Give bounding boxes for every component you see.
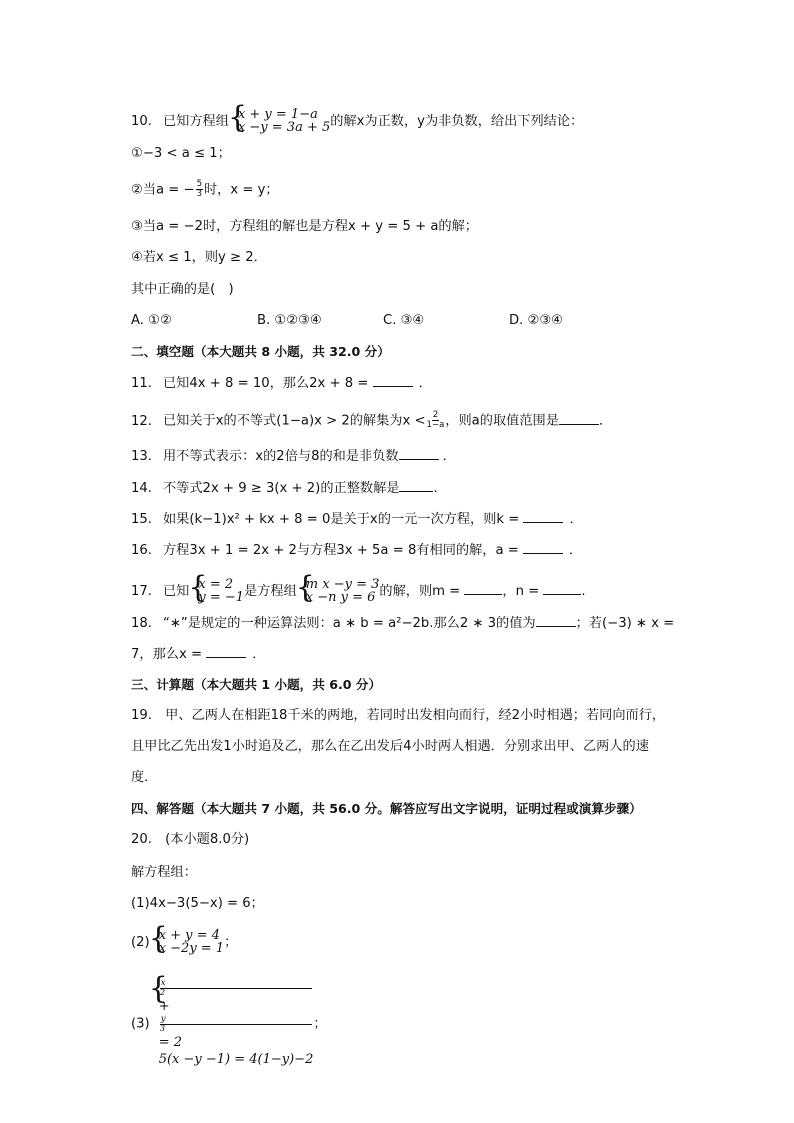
q17-system-1 — [189, 578, 244, 604]
q10-eq2: x −y = 3a + 5 — [237, 120, 331, 135]
q10-option-c: C. ③④ — [383, 313, 425, 328]
q20-p3a — [159, 979, 314, 1051]
q10-stem — [131, 108, 583, 134]
q20-p2-end: ； — [224, 935, 238, 950]
q20-p3b: 5(x −y −1) = 4(1−y)−2 — [158, 1052, 314, 1067]
q11-text: 已知4x + 8 = 10，那么2x + 8 = — [163, 376, 373, 391]
q12-frac-num: 2 — [432, 410, 439, 420]
q17-s1a: { x = 2 — [198, 577, 234, 592]
q20-p3a-plus: + — [158, 999, 170, 1014]
q18-line-2 — [131, 645, 265, 664]
q20-p3a-frac-y — [160, 1015, 313, 1034]
q10-lead: 已知方程组 — [163, 114, 229, 129]
q10-c2-post: 时，x = y； — [204, 182, 279, 198]
q18 — [131, 614, 674, 633]
q10-c2-num: 5 — [196, 179, 202, 189]
q15-blank — [523, 510, 563, 523]
q17-mid: 是方程组 — [244, 584, 297, 599]
q12-post: ，则a的取值范围是 — [445, 413, 559, 429]
q17 — [131, 578, 586, 604]
q19-line-3: 度． — [131, 770, 158, 785]
q20-p3a-n1: { x — [160, 979, 313, 989]
q18-blank-1 — [536, 614, 576, 627]
q10-system — [229, 108, 330, 134]
q12-blank — [559, 412, 599, 425]
q20-p3a-eq: = 2 — [158, 1035, 182, 1050]
q18-blank-2 — [206, 645, 246, 658]
q17-system-2 — [297, 578, 380, 604]
q18-number: 18. — [131, 616, 152, 631]
q14-text: 不等式2x + 9 ≥ 3(x + 2)的正整数解是 — [163, 481, 400, 496]
q20-p3-end: ； — [313, 1016, 327, 1032]
q10-option-b: B. ①②③④ — [257, 313, 322, 328]
q13-end: ． — [442, 449, 456, 464]
q20-p2a: { x + y = 4 — [158, 928, 220, 943]
q11-blank — [373, 374, 413, 387]
q10-ask: 其中正确的是( ) — [131, 282, 234, 297]
q16-end: ． — [568, 543, 583, 558]
q10-c2-pre: ②当a = − — [131, 182, 195, 198]
q10-number: 10. — [131, 114, 152, 129]
q10-option-a: A. ①② — [131, 313, 172, 328]
q20-p3a-d2: 3 — [159, 1024, 166, 1034]
q10-conclusion-1: ①−3 < a ≤ 1； — [131, 146, 231, 161]
q12-frac-den: 1−a — [426, 420, 445, 430]
q20-p2-system — [150, 929, 224, 955]
q12-number: 12. — [131, 413, 152, 429]
q10-eq1: { x + y = 1−a — [237, 107, 318, 122]
q18-text: “∗”是规定的一种运算法则：a ∗ b = a²−2b.那么2 ∗ 3的值为 — [163, 616, 536, 631]
section-3-heading: 三、计算题（本大题共 1 小题，共 6.0 分） — [131, 677, 382, 692]
q18-end: ． — [252, 647, 266, 662]
q10-c2-fraction — [196, 180, 203, 199]
q20-p2-label: (2) — [131, 935, 150, 950]
q11-end: ． — [418, 376, 432, 391]
q17-post: 的解，则m = — [379, 584, 465, 599]
q17-s1b: y = −1 — [198, 590, 245, 605]
q19-line-2: 且甲比乙先出发1小时追及乙，那么在乙出发后4小时两人相遇．分别求出甲、乙两人的速 — [131, 739, 649, 754]
q20-part-3 — [131, 979, 327, 1068]
q17-s2b: x −n y = 6 — [305, 590, 376, 605]
q15-text: 如果(k−1)x² + kx + 8 = 0是关于x的一元一次方程，则k = — [163, 512, 524, 527]
q15-number: 15. — [131, 512, 152, 527]
q17-sep: ，n = — [502, 584, 544, 599]
q17-end: . — [581, 584, 586, 599]
q12-pre: 已知关于x的不等式(1−a)x > 2的解集为x < — [163, 413, 426, 429]
q17-number: 17. — [131, 584, 152, 599]
q10-options — [131, 312, 563, 330]
q16-number: 16. — [131, 543, 152, 558]
q20-p3a-frac-x — [160, 979, 313, 998]
q11-number: 11. — [131, 376, 152, 391]
q16-text: 方程3x + 1 = 2x + 2与方程3x + 5a = 8有相同的解，a = — [163, 543, 523, 558]
q18-mid: ；若(−3) ∗ x = — [575, 616, 675, 631]
q14-blank — [399, 479, 433, 492]
q12-fraction — [427, 411, 445, 430]
q20-p3-label: (3) — [131, 1016, 150, 1032]
q15-end: ． — [569, 512, 583, 527]
section-2-heading: 二、填空题（本大题共 8 小题，共 32.0 分） — [131, 344, 390, 359]
q20-p3a-n2: y — [160, 1015, 313, 1025]
q19-line-1: 19. 甲、乙两人在相距18千米的两地，若同时出发相向而行，经2小时相遇；若同向而行， — [131, 708, 666, 723]
q17-blank-m — [464, 582, 502, 595]
q13-text: 用不等式表示：x的2倍与8的和是非负数 — [163, 449, 399, 464]
q20-p3-system — [150, 979, 314, 1068]
q10-c2-den: 3 — [196, 189, 202, 199]
q13-number: 13. — [131, 449, 152, 464]
q16 — [131, 541, 582, 560]
q10-option-d: D. ②③④ — [509, 313, 564, 328]
q20-part-1: (1)4x−3(5−x) = 6； — [131, 896, 264, 911]
q20-p3a-d1: 2 — [159, 988, 166, 998]
q11 — [131, 374, 432, 393]
q17-s2a: { m x −y = 3 — [305, 577, 380, 592]
q20-part-2 — [131, 929, 237, 955]
q18-line2: 7，那么x = — [131, 647, 207, 662]
q10-conclusion-4: ④若x ≤ 1，则y ≥ 2． — [131, 250, 267, 265]
q20-ask: 解方程组： — [131, 865, 197, 880]
q17-pre: 已知 — [163, 584, 190, 599]
q13 — [131, 447, 456, 466]
q12 — [131, 411, 612, 431]
q12-end: ． — [598, 413, 613, 429]
q14 — [131, 479, 438, 498]
q14-number: 14. — [131, 481, 152, 496]
q20-head: 20. (本小题8.0分) — [131, 832, 250, 847]
q10-conclusion-2 — [131, 180, 279, 200]
q13-blank — [399, 447, 439, 460]
q10-conclusion-3: ③当a = −2时，方程组的解也是方程x + y = 5 + a的解； — [131, 219, 478, 234]
section-4-heading: 四、解答题（本大题共 7 小题，共 56.0 分。解答应写出文字说明，证明过程或演算步骤） — [131, 801, 642, 816]
q20-p2b: x −2y = 1 — [158, 941, 225, 956]
q14-end: . — [433, 481, 438, 496]
q10-rest: 的解x为正数，y为非负数，给出下列结论： — [330, 114, 584, 129]
q15 — [131, 510, 583, 529]
q16-blank — [523, 541, 563, 554]
q17-blank-n — [543, 582, 581, 595]
